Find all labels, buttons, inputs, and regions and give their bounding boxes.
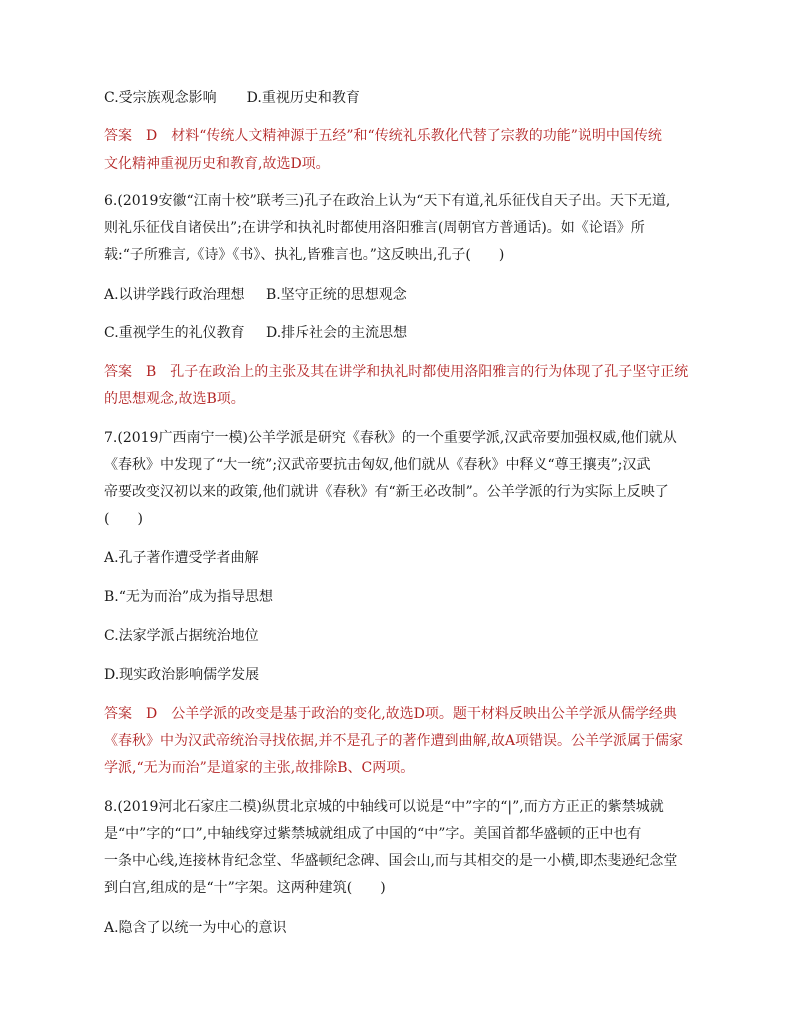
q6-option-a: A.以讲学践行政治理想 <box>104 287 245 303</box>
q7-stem-line-4: ( ) <box>104 511 143 527</box>
q8-option-a: A.隐含了以统一为中心的意识 <box>104 920 287 936</box>
q7-option-d: D.现实政治影响儒学发展 <box>104 667 260 683</box>
q7-stem-line-3: 帝要改变汉初以来的政策,他们就讲《春秋》有“新王必改制”。公羊学派的行为实际上反映了 <box>104 484 669 500</box>
q8-stem-line-3: 一条中心线,连接林肯纪念堂、华盛顿纪念碑、国会山,而与其相交的是一小横,即杰斐逊纪念堂 <box>104 853 678 869</box>
q5-option-c: C.受宗族观念影响 <box>104 90 217 106</box>
q7-answer-line-3: 学派,“无为而治”是道家的主张,故排除B、C两项。 <box>104 760 415 776</box>
q8-stem-line-4: 到白宫,组成的是“十”字架。这两种建筑( ) <box>104 880 386 896</box>
q6-options-cd <box>104 325 704 341</box>
q6-stem-line-2: 则礼乐征伐自诸侯出”;在讲学和执礼时都使用洛阳雅言(周朝官方普通话)。如《论语》所 <box>104 220 645 236</box>
q8-stem-line-2: 是“中”字的“口”,中轴线穿过紫禁城就组成了中国的“中”字。美国首都华盛顿的正中也有 <box>104 826 642 842</box>
q7-stem-line-2: 《春秋》中发现了“大一统”;汉武帝要抗击匈奴,他们就从《春秋》中释义“尊王攘夷”;汉武 <box>104 457 651 473</box>
q6-option-b: B.坚守正统的思想观念 <box>266 287 407 303</box>
q5-options-cd <box>104 90 704 106</box>
q7-stem-line-1: 7.(2019广西南宁一模)公羊学派是研究《春秋》的一个重要学派,汉武帝要加强权威,他们就从 <box>104 430 677 446</box>
q7-option-c: C.法家学派占据统治地位 <box>104 628 259 644</box>
q5-option-d: D.重视历史和教育 <box>246 90 360 106</box>
q6-answer-line-2: 的思想观念,故选B项。 <box>104 391 245 407</box>
q5-answer-line-2: 文化精神重视历史和教育,故选D项。 <box>104 156 330 172</box>
q6-options-ab <box>104 287 704 303</box>
q5-answer-line-1: 答案 D 材料“传统人文精神源于五经”和“传统礼乐教化代替了宗教的功能”说明中国传统 <box>104 128 662 144</box>
q8-stem-line-1: 8.(2019河北石家庄二模)纵贯北京城的中轴线可以说是“中”字的“|”,而方方正正的紫禁城就 <box>104 799 664 815</box>
q6-option-d: D.排斥社会的主流思想 <box>266 325 408 341</box>
q6-option-c: C.重视学生的礼仪教育 <box>104 325 245 341</box>
q7-answer-line-2: 《春秋》中为汉武帝统治寻找依据,并不是孔子的著作遭到曲解,故A项错误。公羊学派属于儒家 <box>104 733 684 749</box>
q6-answer-line-1: 答案 B 孔子在政治上的主张及其在讲学和执礼时都使用洛阳雅言的行为体现了孔子坚守正统 <box>104 364 689 380</box>
q7-answer-line-1: 答案 D 公羊学派的改变是基于政治的变化,故选D项。题干材料反映出公羊学派从儒学经典 <box>104 706 677 722</box>
q6-stem-line-1: 6.(2019安徽“江南十校”联考三)孔子在政治上认为“天下有道,礼乐征伐自天子出。天下无道, <box>104 193 671 209</box>
q7-option-a: A.孔子著作遭受学者曲解 <box>104 550 259 566</box>
q6-stem-line-3: 载:“子所雅言,《诗》《书》、执礼,皆雅言也。”这反映出,孔子( ) <box>104 247 505 263</box>
q7-option-b: B.“无为而治”成为指导思想 <box>104 589 274 605</box>
